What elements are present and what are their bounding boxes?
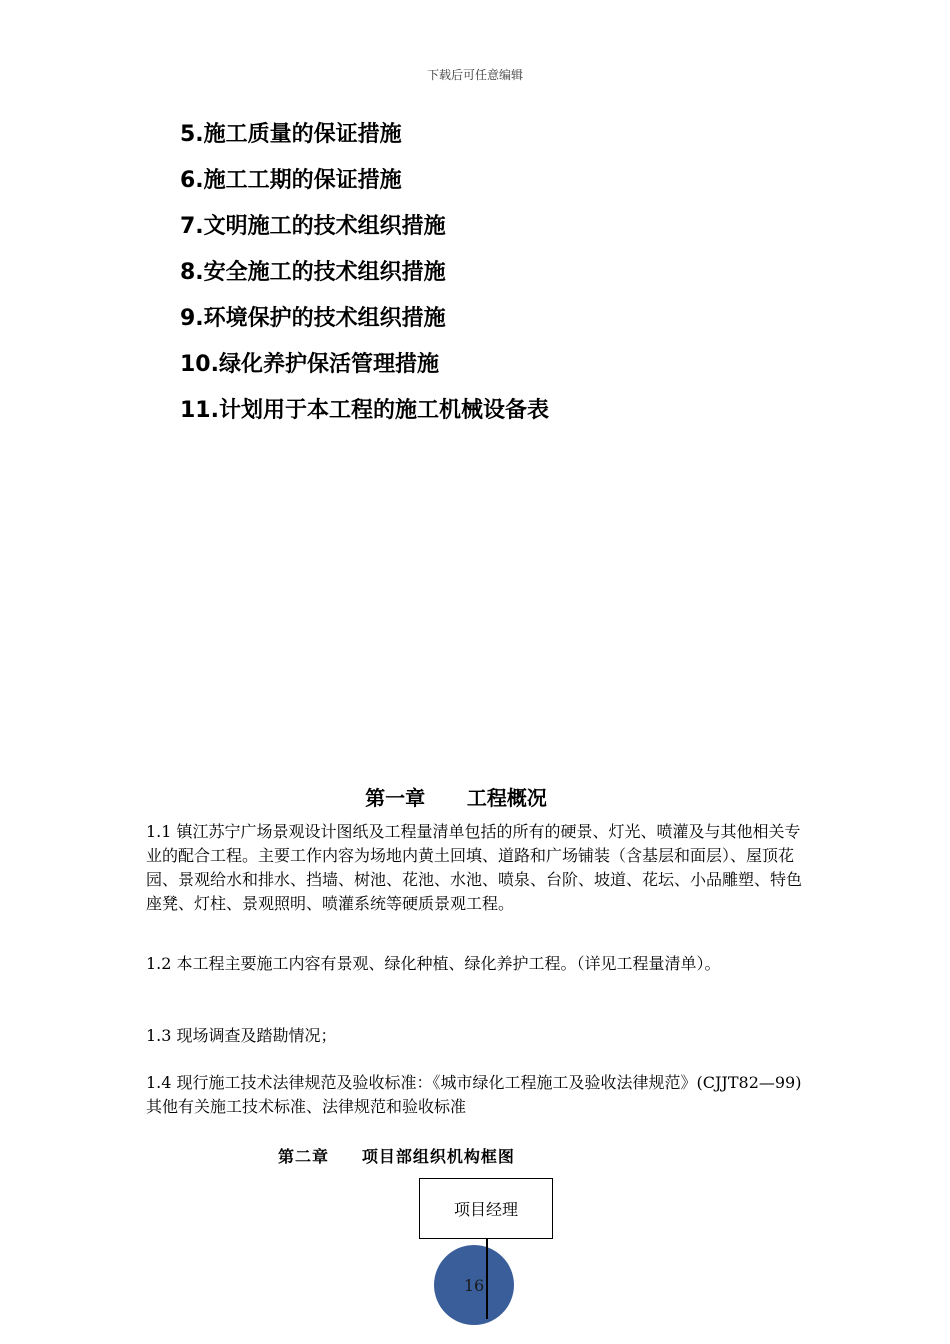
org-chart-root-box: [419, 1178, 553, 1239]
paragraph-1-4: 1.4 现行施工技术法律规范及验收标准：《城市绿化工程施工及验收法律规范》(CJJT82—99)其他有关施工技术标准、法律规范和验收标准: [146, 1073, 802, 1116]
toc-item: 6.施工工期的保证措施: [180, 168, 402, 193]
org-chart-root-label: 项目经理: [453, 1200, 518, 1219]
chapter-2-title: 第二章 项目部组织机构框图: [278, 1147, 515, 1166]
toc-item: 5.施工质量的保证措施: [180, 122, 402, 147]
chapter-1-title: 第一章 工程概况: [365, 786, 547, 810]
org-chart-connector: [486, 1239, 488, 1319]
toc-item: 8.安全施工的技术组织措施: [180, 260, 446, 285]
page-number: 16: [463, 1275, 485, 1295]
page-number-badge: [434, 1245, 514, 1325]
paragraph-1-1: 1.1 镇江苏宁广场景观设计图纸及工程量清单包括的所有的硬景、灯光、喷灌及与其他相关专业的配合工程。主要工作内容为场地内黄土回填、道路和广场铺装（含基层和面层）、屋顶花园、景观给水和排水、挡墙、树池、花池、水池、喷泉、台阶、坡道、花坛、小品雕塑、特色座凳、灯柱、景观照明、喷灌系统等硬质景观工程。: [146, 822, 803, 913]
toc-item: 10.绿化养护保活管理措施: [180, 352, 439, 377]
header-note: 下载后可任意编辑: [426, 68, 523, 82]
toc-item: 9.环境保护的技术组织措施: [180, 306, 446, 331]
toc-item: 11.计划用于本工程的施工机械设备表: [180, 398, 549, 423]
paragraph-1-3: 1.3 现场调查及踏勘情况；: [146, 1026, 337, 1045]
paragraph-1-2: 1.2 本工程主要施工内容有景观、绿化种植、绿化养护工程。（详见工程量清单）。: [146, 954, 721, 973]
table-of-contents: [180, 118, 549, 440]
toc-item: 7.文明施工的技术组织措施: [180, 214, 446, 239]
